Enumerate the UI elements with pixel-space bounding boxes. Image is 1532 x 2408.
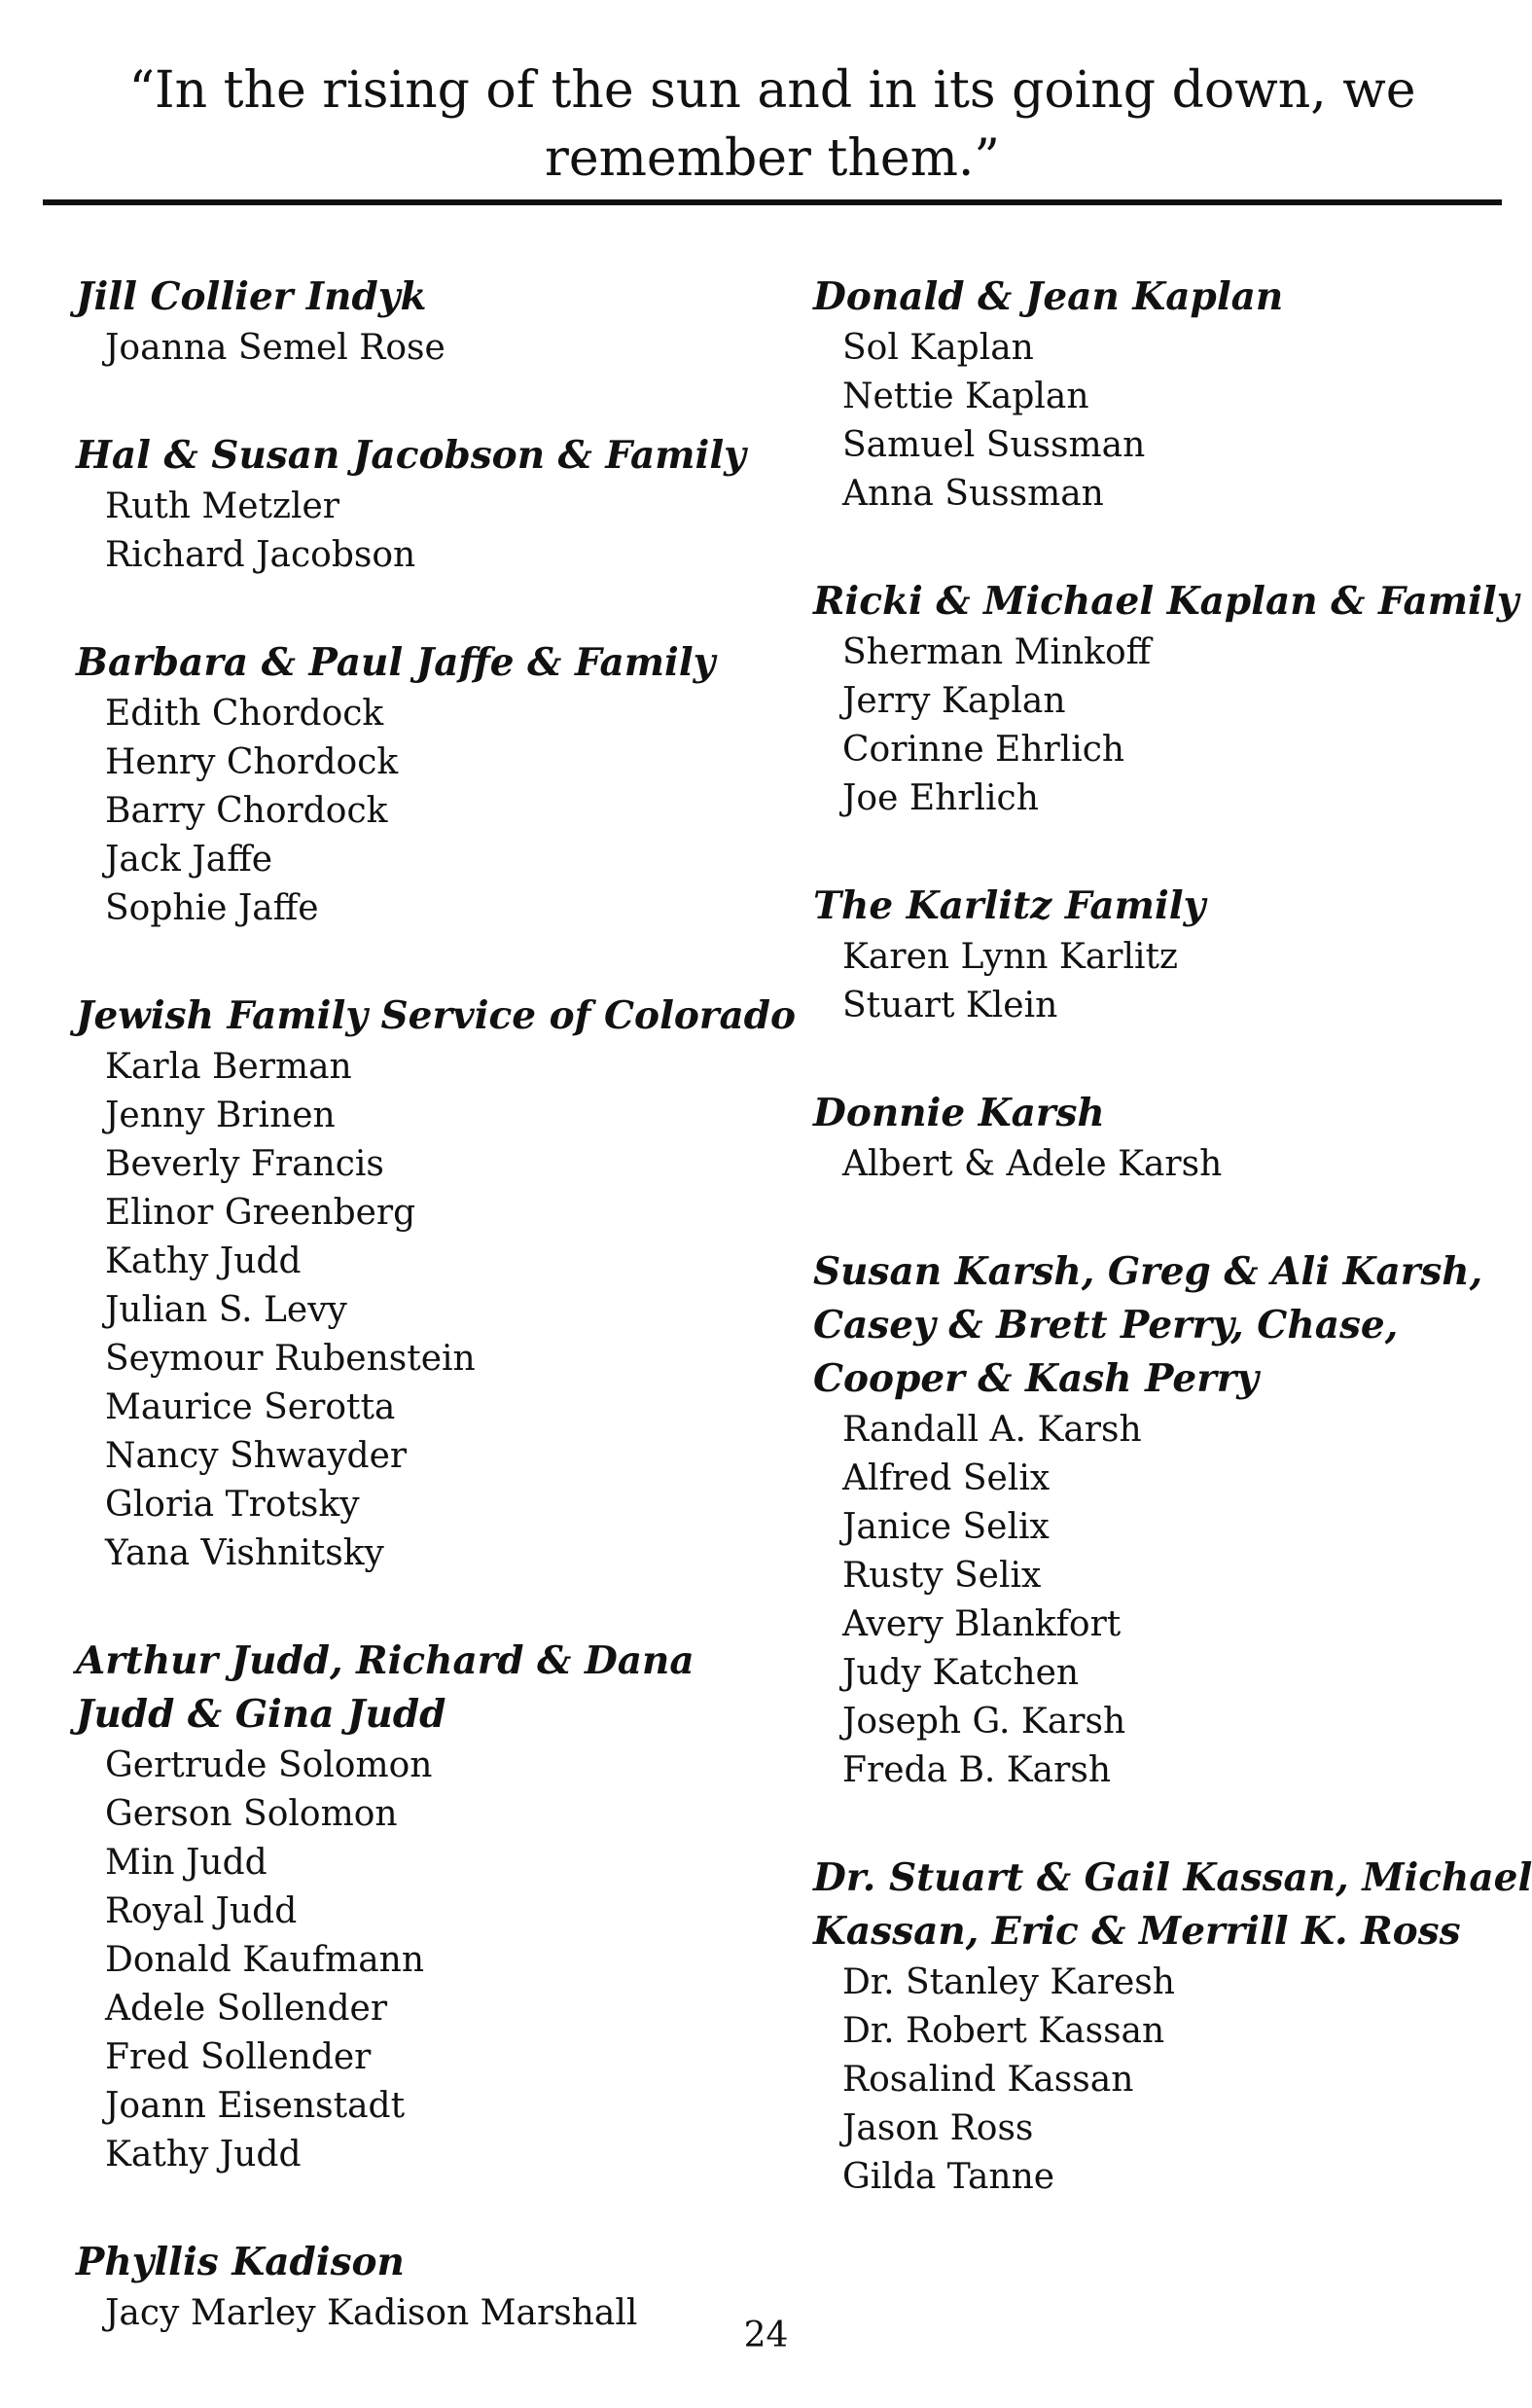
honoree-name: Joanna Semel Rose	[105, 328, 445, 368]
honoree-name: Edith Chordock	[105, 694, 384, 734]
honoree-name: Gertrude Solomon	[105, 1745, 433, 1785]
quote-line-2: remember them.”	[544, 129, 1001, 188]
donor-name	[76, 636, 805, 690]
right-column	[813, 270, 1532, 2258]
donor-name-line: Donnie Karsh	[813, 1091, 1105, 1135]
memorial-entry	[76, 989, 805, 1578]
honoree-name: Seymour Rubenstein	[105, 1339, 476, 1379]
honoree-name: Royal Judd	[105, 1891, 298, 1931]
honoree-name: Corinne Ehrlich	[842, 730, 1125, 770]
honoree-name: Elinor Greenberg	[105, 1193, 416, 1233]
honoree-name: Jack Jaffe	[105, 840, 273, 880]
memorial-entry	[813, 880, 1514, 1030]
memorial-quote	[43, 56, 1502, 193]
donor-name-line: Phyllis Kadison	[76, 2240, 405, 2284]
honoree-name: Kathy Judd	[105, 2135, 302, 2174]
honoree-name: Freda B. Karsh	[842, 1750, 1112, 1790]
honoree-name: Yana Vishnitsky	[105, 1533, 384, 1573]
honoree-name: Joann Eisenstadt	[105, 2086, 406, 2126]
memorial-entry	[76, 270, 805, 373]
honoree-name: Donald Kaufmann	[105, 1940, 425, 1980]
donor-name-line: Hal & Susan Jacobson & Family	[76, 433, 746, 478]
donor-name-line: Judd & Gina Judd	[76, 1692, 446, 1737]
honoree-name: Joseph G. Karsh	[842, 1702, 1126, 1742]
donor-name-line: Casey & Brett Perry, Chase,	[813, 1303, 1399, 1348]
donor-name-line: Donald & Jean Kaplan	[813, 274, 1284, 319]
honoree-name: Henry Chordock	[105, 742, 399, 782]
honoree-name: Dr. Stanley Karesh	[842, 1962, 1175, 2002]
donor-name	[813, 1087, 1514, 1140]
honoree-name: Janice Selix	[842, 1507, 1050, 1547]
donor-name-line: The Karlitz Family	[813, 883, 1206, 928]
honoree-name: Jacy Marley Kadison Marshall	[105, 2293, 638, 2333]
honoree-name: Dr. Robert Kassan	[842, 2011, 1165, 2051]
left-column	[76, 270, 805, 2394]
honoree-name: Albert & Adele Karsh	[842, 1144, 1223, 1184]
honoree-name: Alfred Selix	[842, 1458, 1051, 1498]
donor-name	[76, 989, 805, 1043]
honoree-name: Karla Berman	[105, 1047, 352, 1087]
donor-name	[813, 1851, 1532, 1959]
memorial-entry	[813, 1245, 1514, 1795]
quote-line-1: “In the rising of the sun and in its going down, we	[128, 61, 1416, 120]
honoree-name: Barry Chordock	[105, 791, 388, 831]
honoree-name: Gloria Trotsky	[105, 1485, 360, 1525]
honoree-name: Anna Sussman	[842, 474, 1104, 514]
honoree-name: Ruth Metzler	[105, 486, 340, 526]
honoree-name: Nancy Shwayder	[105, 1436, 408, 1476]
honoree-name: Stuart Klein	[842, 986, 1058, 1025]
donor-name-line: Jewish Family Service of Colorado	[76, 993, 796, 1038]
honoree-name: Jason Ross	[842, 2108, 1034, 2148]
donor-name	[76, 2236, 805, 2289]
honoree-name: Adele Sollender	[105, 1989, 388, 2029]
honoree-name: Rosalind Kassan	[842, 2060, 1134, 2100]
memorial-entry	[813, 575, 1519, 823]
donor-name	[76, 1635, 805, 1742]
honoree-name: Joe Ehrlich	[842, 778, 1039, 818]
donor-name-line: Arthur Judd, Richard & Dana	[76, 1638, 695, 1683]
donor-name-line: Susan Karsh, Greg & Ali Karsh,	[813, 1249, 1483, 1294]
donor-name-line: Barbara & Paul Jaffe & Family	[76, 640, 716, 685]
honoree-name: Sherman Minkoff	[842, 632, 1152, 672]
honoree-name: Avery Blankfort	[842, 1604, 1122, 1644]
honoree-name: Sol Kaplan	[842, 328, 1034, 368]
memorial-entry	[813, 1087, 1514, 1189]
donor-name-line: Cooper & Kash Perry	[813, 1356, 1259, 1401]
donor-name-line: Jill Collier Indyk	[76, 274, 427, 319]
honoree-name: Nettie Kaplan	[842, 377, 1089, 416]
honoree-name: Randall A. Karsh	[842, 1410, 1142, 1450]
honoree-name: Jenny Brinen	[105, 1096, 336, 1135]
honoree-name: Min Judd	[105, 1843, 267, 1883]
honoree-name: Gilda Tanne	[842, 2157, 1055, 2197]
donor-name-line: Kassan, Eric & Merrill K. Ross	[813, 1909, 1461, 1954]
donor-name	[813, 880, 1514, 933]
memorial-entry	[76, 636, 805, 933]
memorial-entry	[76, 1635, 805, 2179]
honoree-name: Judy Katchen	[842, 1653, 1080, 1693]
memorial-entry	[813, 270, 1514, 519]
honoree-name: Rusty Selix	[842, 1556, 1042, 1596]
donor-name-line: Dr. Stuart & Gail Kassan, Michael	[813, 1855, 1532, 1900]
honoree-name: Gerson Solomon	[105, 1794, 398, 1834]
header-divider	[43, 199, 1502, 205]
honoree-name: Julian S. Levy	[105, 1290, 347, 1330]
honoree-name: Jerry Kaplan	[842, 681, 1066, 721]
memorial-entry	[813, 1851, 1532, 2202]
honoree-name: Kathy Judd	[105, 1241, 302, 1281]
honoree-name: Beverly Francis	[105, 1144, 384, 1184]
donor-name	[813, 270, 1514, 324]
honoree-name: Fred Sollender	[105, 2037, 372, 2077]
page-number: 24	[743, 2316, 789, 2355]
honoree-name: Richard Jacobson	[105, 535, 416, 575]
memorial-entry	[76, 429, 805, 580]
donor-name	[76, 270, 805, 324]
honoree-name: Maurice Serotta	[105, 1387, 396, 1427]
donor-name	[813, 575, 1519, 629]
honoree-name: Samuel Sussman	[842, 425, 1146, 465]
honoree-name: Karen Lynn Karlitz	[842, 937, 1178, 977]
donor-name	[813, 1245, 1514, 1406]
honoree-name: Sophie Jaffe	[105, 888, 319, 928]
donor-name	[76, 429, 805, 483]
donor-name-line: Ricki & Michael Kaplan & Family	[813, 579, 1519, 624]
